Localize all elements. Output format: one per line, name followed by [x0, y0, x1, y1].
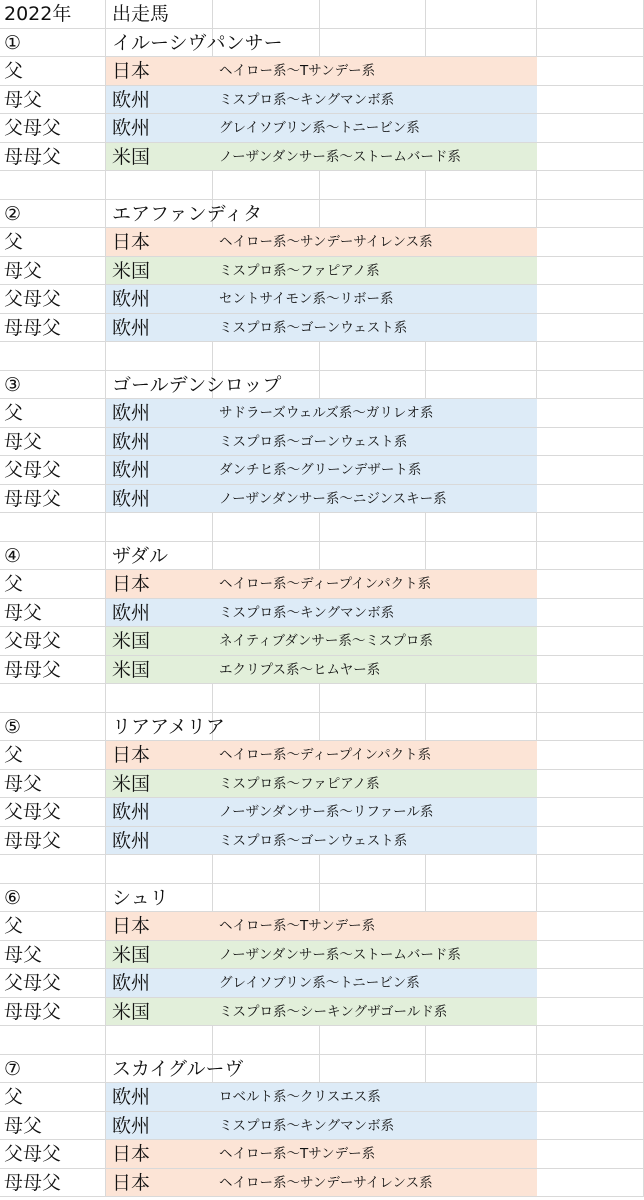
grid-cell[interactable]	[320, 855, 426, 884]
grid-cell[interactable]	[537, 627, 644, 656]
grid-cell[interactable]	[537, 200, 644, 229]
grid-cell[interactable]	[213, 513, 320, 542]
horse-number: ②	[4, 202, 22, 225]
grid-cell[interactable]	[106, 684, 213, 713]
sire-line: サドラーズウェルズ系～ガリレオ系	[219, 405, 434, 421]
pedigree-row	[0, 941, 644, 970]
grid-cell[interactable]	[537, 741, 644, 770]
sire-line: ノーザンダンサー系～リファール系	[219, 804, 434, 820]
region-label: 日本	[112, 744, 151, 766]
horse-name-row	[0, 371, 644, 400]
pedigree-row	[0, 86, 644, 115]
grid-cell[interactable]	[213, 542, 320, 571]
region-label: 米国	[112, 943, 151, 966]
sire-line: ヘイロー系～Tサンデー系	[219, 63, 376, 79]
pedigree-row	[0, 599, 644, 628]
pedigree-row	[0, 143, 644, 172]
horse-name: ザダル	[112, 544, 169, 567]
region-label: 米国	[112, 1000, 151, 1023]
sire-line: ヘイロー系～Tサンデー系	[219, 1146, 376, 1162]
grid-cell[interactable]	[537, 656, 644, 685]
grid-cell[interactable]	[537, 485, 644, 514]
grid-cell[interactable]	[537, 912, 644, 941]
grid-cell[interactable]	[537, 969, 644, 998]
grid-cell[interactable]	[537, 1083, 644, 1112]
grid-cell[interactable]	[537, 713, 644, 742]
grid-cell[interactable]	[426, 713, 537, 742]
grid-cell[interactable]	[320, 684, 426, 713]
region-label: 欧州	[112, 430, 151, 453]
grid-cell[interactable]	[320, 1055, 426, 1084]
pedigree-role: 父	[4, 231, 24, 253]
grid-cell[interactable]	[537, 371, 644, 400]
pedigree-role: 父	[4, 60, 24, 82]
blank-row	[0, 684, 644, 713]
pedigree-role: 父母父	[4, 459, 62, 481]
region-label: 欧州	[112, 1086, 151, 1108]
grid-cell[interactable]	[537, 342, 644, 371]
horse-name-row	[0, 713, 644, 742]
pedigree-row	[0, 285, 644, 314]
sire-line: ミスプロ系～シーキングザゴールド系	[219, 1003, 448, 1020]
horse-name-row	[0, 1055, 644, 1084]
sire-line: ミスプロ系～ファピアノ系	[219, 262, 380, 279]
region-label: 欧州	[112, 972, 151, 994]
pedigree-row	[0, 257, 644, 286]
pedigree-role: 父	[4, 573, 24, 595]
sire-line: ミスプロ系～ゴーンウェスト系	[219, 319, 408, 336]
grid-cell[interactable]	[426, 684, 537, 713]
horse-name-row	[0, 542, 644, 571]
grid-cell[interactable]	[320, 0, 426, 29]
grid-cell[interactable]	[320, 513, 426, 542]
grid-cell[interactable]	[0, 855, 106, 884]
pedigree-row	[0, 827, 644, 856]
pedigree-role: 母父	[4, 88, 43, 111]
pedigree-role: 父母父	[4, 1143, 62, 1165]
pedigree-row	[0, 57, 644, 86]
pedigree-role: 母父	[4, 943, 43, 966]
pedigree-role: 父母父	[4, 630, 62, 652]
region-label: 欧州	[112, 801, 151, 823]
sire-line: ヘイロー系～サンデーサイレンス系	[219, 1174, 433, 1191]
horse-name: ゴールデンシロップ	[112, 373, 282, 396]
pedigree-row	[0, 399, 644, 428]
grid-cell[interactable]	[537, 884, 644, 913]
pedigree-row	[0, 1083, 644, 1112]
pedigree-role: 父	[4, 402, 24, 424]
pedigree-role: 父母父	[4, 288, 62, 310]
region-label: 米国	[112, 658, 151, 681]
region-label: 日本	[112, 231, 151, 253]
grid-cell[interactable]	[0, 684, 106, 713]
grid-cell[interactable]	[0, 171, 106, 200]
grid-cell[interactable]	[537, 513, 644, 542]
grid-cell[interactable]	[537, 998, 644, 1027]
region-label: 欧州	[112, 487, 151, 510]
pedigree-role: 母父	[4, 259, 43, 282]
sire-line: セントサイモン系～リボー系	[219, 291, 394, 307]
grid-cell[interactable]	[213, 684, 320, 713]
horse-number: ④	[4, 544, 22, 567]
grid-cell[interactable]	[537, 114, 644, 143]
grid-cell[interactable]	[426, 371, 537, 400]
blank-row	[0, 513, 644, 542]
sire-line: グレイソブリン系～トニービン系	[219, 975, 420, 991]
grid-cell[interactable]	[537, 542, 644, 571]
horse-name: エアファンディタ	[112, 202, 263, 225]
grid-cell[interactable]	[213, 855, 320, 884]
grid-cell[interactable]	[537, 285, 644, 314]
grid-cell[interactable]	[426, 513, 537, 542]
pedigree-row	[0, 1169, 644, 1198]
region-label: 欧州	[112, 829, 151, 852]
grid-cell[interactable]	[426, 171, 537, 200]
blank-row	[0, 1026, 644, 1055]
pedigree-role: 母母父	[4, 829, 62, 852]
grid-cell[interactable]	[106, 855, 213, 884]
pedigree-row	[0, 998, 644, 1027]
horse-number: ⑦	[4, 1057, 22, 1080]
grid-cell[interactable]	[320, 542, 426, 571]
pedigree-row	[0, 1112, 644, 1141]
grid-cell[interactable]	[106, 342, 213, 371]
region-label: 欧州	[112, 288, 151, 310]
sire-line: ミスプロ系～ファピアノ系	[219, 775, 380, 792]
region-label: 欧州	[112, 117, 151, 139]
header-title: 出走馬	[112, 3, 170, 25]
horse-number: ③	[4, 373, 22, 396]
grid-cell[interactable]	[320, 29, 426, 58]
grid-cell[interactable]	[537, 314, 644, 343]
region-label: 日本	[112, 915, 151, 937]
grid-cell[interactable]	[537, 1140, 644, 1169]
pedigree-role: 母母父	[4, 145, 62, 168]
grid-cell[interactable]	[537, 570, 644, 599]
sire-line: ミスプロ系～キングマンボ系	[219, 91, 395, 108]
grid-cell[interactable]	[426, 1055, 537, 1084]
pedigree-role: 父母父	[4, 801, 62, 823]
grid-cell[interactable]	[537, 941, 644, 970]
region-label: 米国	[112, 630, 151, 652]
pedigree-role: 父	[4, 744, 24, 766]
grid-cell[interactable]	[537, 456, 644, 485]
grid-cell[interactable]	[537, 599, 644, 628]
region-label: 日本	[112, 1143, 151, 1165]
pedigree-role: 父母父	[4, 117, 62, 139]
grid-cell[interactable]	[0, 513, 106, 542]
grid-cell[interactable]	[537, 684, 644, 713]
pedigree-row	[0, 314, 644, 343]
grid-cell[interactable]	[426, 29, 537, 58]
pedigree-role: 母母父	[4, 1171, 62, 1194]
pedigree-role: 母父	[4, 772, 43, 795]
grid-cell[interactable]	[213, 0, 320, 29]
grid-cell[interactable]	[537, 171, 644, 200]
grid-cell[interactable]	[320, 884, 426, 913]
grid-cell[interactable]	[537, 399, 644, 428]
grid-cell[interactable]	[106, 171, 213, 200]
pedigree-role: 父	[4, 1086, 24, 1108]
region-label: 日本	[112, 60, 151, 82]
region-label: 欧州	[112, 316, 151, 339]
sire-line: ミスプロ系～ゴーンウェスト系	[219, 832, 408, 849]
pedigree-row	[0, 798, 644, 827]
grid-cell[interactable]	[537, 428, 644, 457]
grid-cell[interactable]	[426, 542, 537, 571]
grid-cell[interactable]	[537, 827, 644, 856]
sire-line: ミスプロ系～キングマンボ系	[219, 1117, 395, 1134]
grid-cell[interactable]	[537, 29, 644, 58]
sire-line: エクリプス系～ヒムヤー系	[219, 661, 381, 678]
grid-cell[interactable]	[537, 228, 644, 257]
region-label: 欧州	[112, 402, 151, 424]
grid-cell[interactable]	[320, 1026, 426, 1055]
region-label: 日本	[112, 1171, 151, 1194]
region-label: 欧州	[112, 459, 151, 481]
region-label: 欧州	[112, 1114, 151, 1137]
region-label: 米国	[112, 259, 151, 282]
sire-line: ノーザンダンサー系～ストームバード系	[219, 946, 461, 963]
pedigree-row	[0, 1140, 644, 1169]
blank-row	[0, 342, 644, 371]
pedigree-row	[0, 428, 644, 457]
sire-line: ヘイロー系～ディープインパクト系	[219, 747, 432, 763]
grid-cell[interactable]	[426, 342, 537, 371]
sire-line: ミスプロ系～キングマンボ系	[219, 604, 395, 621]
sire-line: ノーザンダンサー系～ストームバード系	[219, 148, 461, 165]
blank-row	[0, 171, 644, 200]
region-label: 欧州	[112, 88, 151, 111]
grid-cell[interactable]	[537, 257, 644, 286]
pedigree-role: 母母父	[4, 316, 62, 339]
grid-cell[interactable]	[537, 770, 644, 799]
grid-cell[interactable]	[537, 855, 644, 884]
grid-cell[interactable]	[537, 86, 644, 115]
grid-cell[interactable]	[0, 1026, 106, 1055]
grid-cell[interactable]	[426, 855, 537, 884]
grid-cell[interactable]	[426, 1026, 537, 1055]
horse-number: ①	[4, 31, 22, 54]
horse-name: シュリ	[112, 886, 169, 909]
sire-line: ヘイロー系～ディープインパクト系	[219, 576, 432, 592]
year-label: 2022年	[4, 3, 72, 25]
pedigree-role: 母父	[4, 601, 43, 624]
grid-cell[interactable]	[537, 143, 644, 172]
grid-cell[interactable]	[213, 171, 320, 200]
sire-line: ネイティブダンサー系～ミスプロ系	[219, 633, 433, 649]
grid-cell[interactable]	[213, 884, 320, 913]
pedigree-role: 母父	[4, 430, 43, 453]
grid-cell[interactable]	[213, 342, 320, 371]
pedigree-row	[0, 969, 644, 998]
region-label: 日本	[112, 573, 151, 595]
pedigree-row	[0, 656, 644, 685]
horse-name: スカイグルーヴ	[112, 1057, 244, 1080]
grid-cell[interactable]	[537, 1026, 644, 1055]
sire-line: ダンチヒ系～グリーンデザート系	[219, 462, 422, 478]
header-row	[0, 0, 644, 29]
grid-cell[interactable]	[537, 1169, 644, 1198]
grid-cell[interactable]	[320, 713, 426, 742]
grid-cell[interactable]	[320, 171, 426, 200]
grid-cell[interactable]	[426, 884, 537, 913]
grid-cell[interactable]	[537, 798, 644, 827]
pedigree-role: 母母父	[4, 1000, 62, 1023]
pedigree-row	[0, 627, 644, 656]
horse-number: ⑥	[4, 886, 22, 909]
region-label: 欧州	[112, 601, 151, 624]
pedigree-role: 父	[4, 915, 24, 937]
grid-cell[interactable]	[213, 1026, 320, 1055]
grid-cell[interactable]	[537, 1055, 644, 1084]
horse-name-row	[0, 200, 644, 229]
pedigree-row	[0, 912, 644, 941]
horse-name: イルーシヴパンサー	[112, 31, 283, 54]
sire-line: グレイソブリン系～トニービン系	[219, 120, 420, 136]
grid-cell[interactable]	[320, 200, 426, 229]
sire-line: ロベルト系～クリスエス系	[219, 1089, 381, 1105]
sire-line: ノーザンダンサー系～ニジンスキー系	[219, 490, 447, 507]
pedigree-row	[0, 770, 644, 799]
horse-number: ⑤	[4, 715, 22, 738]
pedigree-row	[0, 228, 644, 257]
pedigree-role: 父母父	[4, 972, 62, 994]
blank-row	[0, 855, 644, 884]
region-label: 米国	[112, 772, 151, 795]
horse-name: リアアメリア	[112, 715, 225, 738]
sire-line: ミスプロ系～ゴーンウェスト系	[219, 433, 408, 450]
pedigree-role: 母母父	[4, 487, 62, 510]
grid-cell[interactable]	[213, 713, 320, 742]
grid-cell[interactable]	[426, 200, 537, 229]
grid-cell[interactable]	[320, 342, 426, 371]
sire-line: ヘイロー系～Tサンデー系	[219, 918, 376, 934]
grid-cell[interactable]	[320, 371, 426, 400]
grid-cell[interactable]	[426, 0, 537, 29]
pedigree-role: 母母父	[4, 658, 62, 681]
pedigree-row	[0, 456, 644, 485]
sire-line: ヘイロー系～サンデーサイレンス系	[219, 234, 433, 250]
horse-name-row	[0, 29, 644, 58]
grid-cell[interactable]	[0, 342, 106, 371]
grid-cell[interactable]	[537, 57, 644, 86]
grid-cell[interactable]	[106, 513, 213, 542]
pedigree-row	[0, 570, 644, 599]
pedigree-row	[0, 741, 644, 770]
pedigree-row	[0, 114, 644, 143]
grid-cell[interactable]	[106, 1026, 213, 1055]
grid-cell[interactable]	[537, 1112, 644, 1141]
pedigree-row	[0, 485, 644, 514]
region-label: 米国	[112, 145, 151, 168]
horse-name-row	[0, 884, 644, 913]
grid-cell[interactable]	[537, 0, 644, 29]
pedigree-role: 母父	[4, 1114, 43, 1137]
